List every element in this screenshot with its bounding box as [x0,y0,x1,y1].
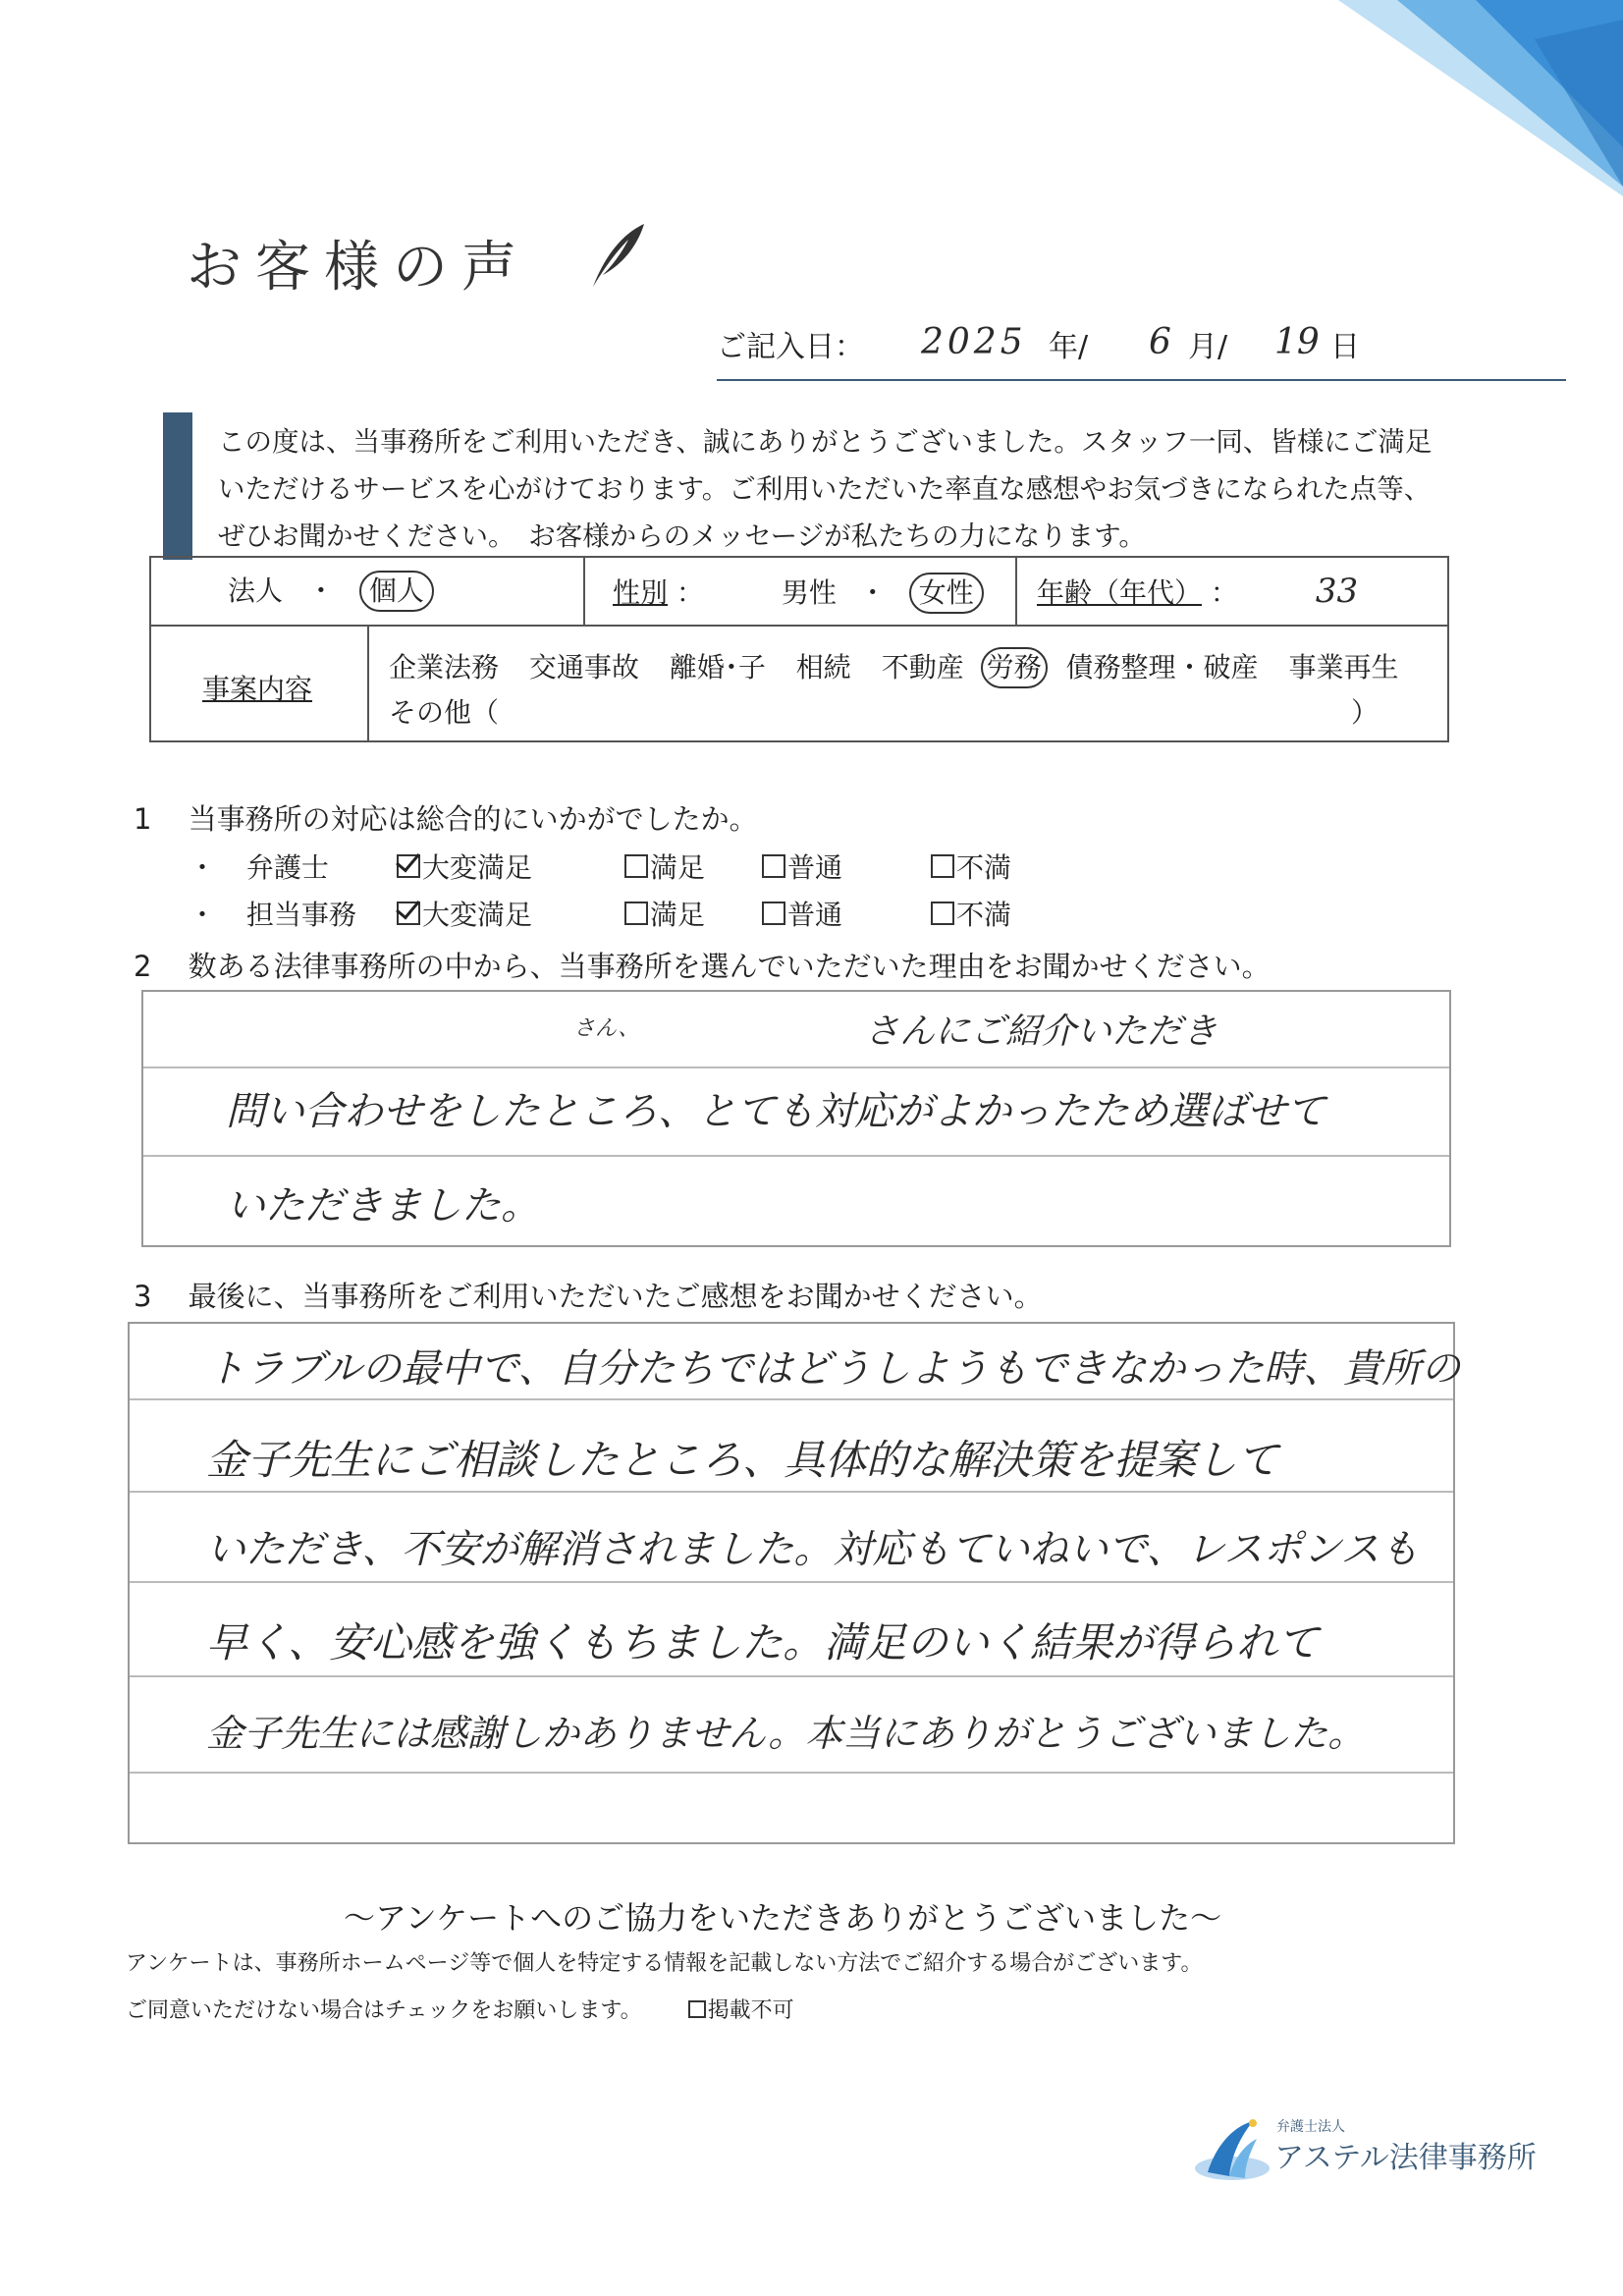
q1-lawyer-normal[interactable]: 普通 [762,847,842,886]
case-other[interactable]: その他（ [389,696,500,729]
checked-box-icon [397,902,420,925]
intro-accent-bar [163,412,192,560]
intro-line: ぜひお聞かせください。 お客様からのメッセージが私たちの力になります。 [218,520,1146,552]
gender-field: 性別 ： 男性 ・ 女性 [613,572,984,614]
case-type-option[interactable]: 交通事故 [528,651,639,683]
checked-box-icon [397,854,420,878]
checkbox-icon [688,2000,706,2018]
date-day: 19 [1274,322,1320,362]
case-type-option[interactable]: 不動産 [881,651,964,683]
q2-question: 2 数ある法律事務所の中から、当事務所を選んでいただいた理由をお聞かせください。 [134,950,1271,983]
info-table [149,556,1449,742]
q1-lawyer-dissatisfied[interactable]: 不満 [931,847,1011,886]
q1-lawyer-satisfied[interactable]: 満足 [624,847,705,886]
checkbox-icon [931,854,954,878]
male-option[interactable]: 男性 [781,576,837,609]
page-title: お客様の声 [187,236,530,300]
intro-line: この度は、当事務所をご利用いただき、誠にありがとうございました。スタッフ一同、皆様にご満足 [218,426,1433,458]
q3-question: 3 最後に、当事務所をご利用いただいたご感想をお聞かせください。 [134,1280,1043,1313]
q1-question: 1 当事務所の対応は総合的にいかがでしたか。 [134,802,758,836]
checkbox-icon [931,902,954,925]
case-type-option[interactable]: 債務整理・破産 [1065,651,1259,683]
age-value: 33 [1315,572,1359,611]
case-type-selected[interactable]: 労務 [981,647,1048,688]
case-other-close: ） [1351,696,1380,729]
q3-answer-line: トラブルの最中で、自分たちではどうしようもできなかった時、貴所の [206,1346,1461,1392]
firm-logo-icon [1188,2111,1276,2190]
logo-name: アステル法律事務所 [1274,2141,1537,2175]
individual-option-circled[interactable]: 個人 [359,571,434,612]
date-label: ご記入日： [717,330,864,364]
q3-answer-box[interactable] [128,1322,1455,1844]
q2-answer-line: いただきました。 [226,1183,540,1229]
date-day-unit: 日 [1330,330,1360,364]
age-field: 年齢（年代） ： 33 [1037,572,1359,611]
q2-answer-san1: さん、 [573,1016,640,1041]
case-types [389,646,1398,688]
q1-staff-dissatisfied[interactable]: 不満 [931,894,1011,933]
case-type-option[interactable]: 相続 [795,651,851,683]
q3-answer-line: 金子先生には感謝しかありません。本当にありがとうございました。 [206,1712,1366,1755]
q2-answer-san2: さんにご紹介いただき [864,1011,1218,1052]
quill-icon [589,222,648,291]
q2-answer-line: 問い合わせをしたところ、とても対応がよかったため選ばせて [226,1089,1325,1134]
age-label: 年齢（年代） [1037,576,1203,609]
q1-lawyer-very-satisfied[interactable]: 大変満足 [397,847,532,886]
opt-out-checkbox[interactable]: 掲載不可 [688,1998,794,2023]
corp-option[interactable]: 法人 ・ 個人 [228,570,434,612]
date-month-unit: 月/ [1188,330,1228,364]
q1-staff-normal[interactable]: 普通 [762,894,842,933]
checkbox-icon [762,854,785,878]
case-type-option[interactable]: 企業法務 [389,651,500,683]
date-year-unit: 年/ [1049,330,1089,364]
q1-row-lawyer: ・ 弁護士 [189,851,329,884]
q3-answer-line: 早く、安心感を強くもちました。満足のいく結果が得られて [206,1618,1320,1667]
q1-staff-satisfied[interactable]: 満足 [624,894,705,933]
checkbox-icon [624,902,648,925]
logo-small-text: 弁護士法人 [1276,2119,1345,2135]
corner-decoration [1338,0,1623,196]
q3-answer-line: 金子先生にご相談したところ、具体的な解決策を提案して [206,1436,1279,1484]
gender-label: 性別 [613,576,669,609]
q1-row-staff: ・ 担当事務 [189,899,356,931]
publication-note: アンケートは、事務所ホームページ等で個人を特定する情報を記載しない方法でご紹介する場合がございます。 [126,1951,1203,1976]
checkbox-icon [624,854,648,878]
intro-line: いただけるサービスを心がけております。ご利用いただいた率直な感想やお気づきになられた点等、 [218,473,1432,505]
q3-answer-line: いただき、不安が解消されました。対応もていねいで、レスポンスも [206,1527,1420,1572]
intro-text [218,418,1485,560]
checkbox-icon [762,902,785,925]
date-year: 2025 [921,322,1027,362]
female-option-circled[interactable]: 女性 [909,573,984,614]
date-month: 6 [1149,322,1171,362]
case-type-option[interactable]: 離婚･子 [669,651,766,683]
case-label: 事案内容 [202,673,313,705]
closing-message: ～アンケートへのご協力をいただきありがとうございました～ [344,1899,1222,1937]
consent-note: ご同意いただけない場合はチェックをお願いします。 掲載不可 [126,1998,794,2023]
q1-staff-very-satisfied[interactable]: 大変満足 [397,894,532,933]
case-type-option[interactable]: 事業再生 [1288,651,1399,683]
